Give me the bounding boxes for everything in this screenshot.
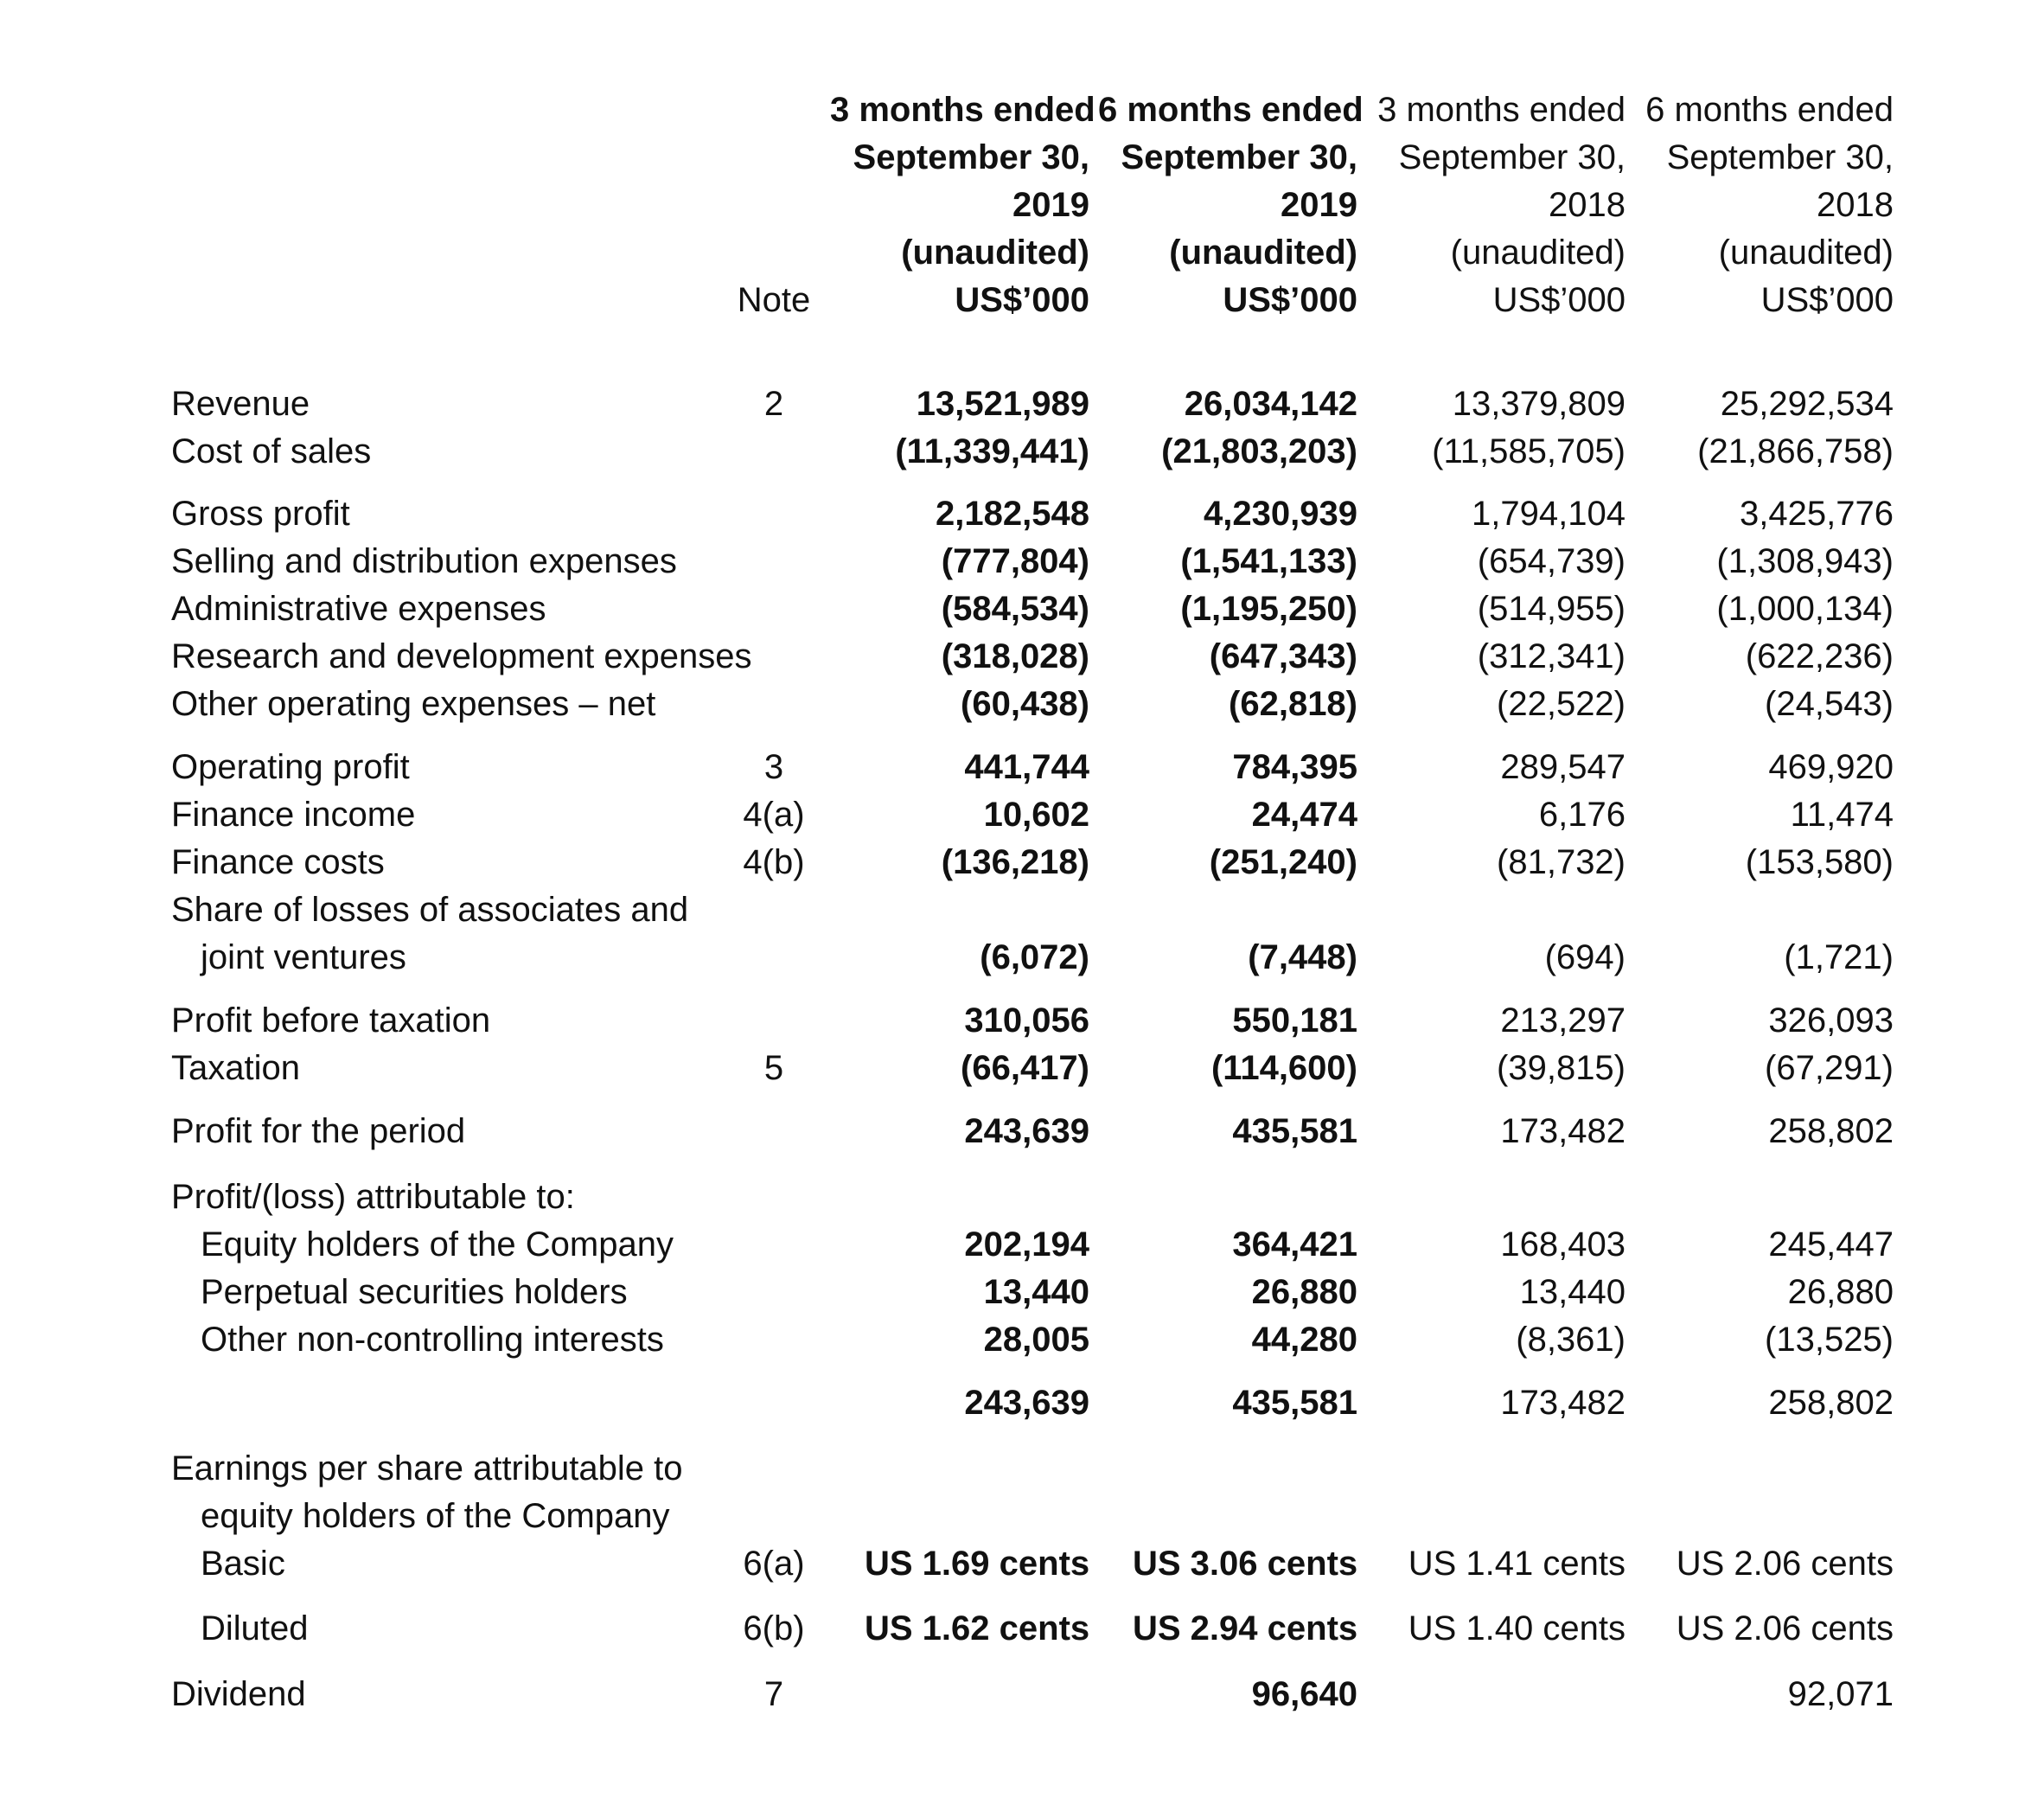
cell-3m-2019: US 1.62 cents bbox=[865, 1609, 1090, 1647]
cell-6m-2019: 96,640 bbox=[1251, 1675, 1357, 1713]
row-note: 4(a) bbox=[743, 796, 805, 834]
cell-6m-2019: (62,818) bbox=[1229, 685, 1357, 723]
row-joint-ventures bbox=[0, 934, 2044, 982]
header-line: US$’000 bbox=[1223, 281, 1357, 319]
cell-3m-2019: 441,744 bbox=[964, 748, 1089, 786]
cell-6m-2018: (622,236) bbox=[1745, 637, 1894, 675]
row-share-of-losses-line1 bbox=[0, 886, 2044, 934]
row-label: Operating profit bbox=[171, 748, 410, 786]
cell-3m-2019: (318,028) bbox=[941, 637, 1089, 675]
row-label: Finance costs bbox=[171, 843, 385, 881]
header-col-3m-2019 bbox=[830, 86, 1095, 324]
row-note: 4(b) bbox=[743, 843, 805, 881]
row-equity-holders bbox=[0, 1221, 2044, 1269]
cell-3m-2018: 13,440 bbox=[1519, 1273, 1626, 1311]
cell-6m-2019: 26,034,142 bbox=[1184, 385, 1357, 423]
cell-6m-2019: 784,395 bbox=[1232, 748, 1357, 786]
cell-3m-2019: 243,639 bbox=[964, 1384, 1089, 1422]
row-attributable-total bbox=[0, 1379, 2044, 1427]
row-label: Finance income bbox=[171, 796, 416, 834]
cell-6m-2019: (1,541,133) bbox=[1180, 542, 1357, 580]
row-label: Basic bbox=[201, 1545, 285, 1583]
row-label: Perpetual securities holders bbox=[201, 1273, 628, 1311]
cell-3m-2018: US 1.40 cents bbox=[1408, 1609, 1626, 1647]
row-label: Profit/(loss) attributable to: bbox=[171, 1178, 575, 1216]
cell-6m-2018: (67,291) bbox=[1765, 1049, 1894, 1087]
cell-6m-2018: (13,525) bbox=[1765, 1321, 1894, 1359]
cell-3m-2018: 168,403 bbox=[1500, 1225, 1626, 1264]
cell-3m-2018: 289,547 bbox=[1500, 748, 1626, 786]
cell-6m-2018: 258,802 bbox=[1768, 1384, 1894, 1422]
row-label: Cost of sales bbox=[171, 432, 372, 470]
cell-3m-2018: 213,297 bbox=[1500, 1001, 1626, 1040]
row-label: Earnings per share attributable to bbox=[171, 1449, 683, 1488]
cell-3m-2018: (81,732) bbox=[1497, 843, 1626, 881]
row-label: joint ventures bbox=[201, 938, 406, 976]
cell-3m-2018: (39,815) bbox=[1497, 1049, 1626, 1087]
row-eps-heading-line1 bbox=[0, 1445, 2044, 1493]
header-line: September 30, bbox=[1666, 138, 1894, 176]
cell-3m-2019: (60,438) bbox=[961, 685, 1089, 723]
cell-6m-2019: 4,230,939 bbox=[1204, 495, 1357, 533]
cell-3m-2018: 1,794,104 bbox=[1472, 495, 1626, 533]
cell-6m-2018: US 2.06 cents bbox=[1676, 1609, 1894, 1647]
cell-6m-2018: 3,425,776 bbox=[1740, 495, 1894, 533]
row-label: Taxation bbox=[171, 1049, 300, 1087]
row-other-nci bbox=[0, 1316, 2044, 1364]
row-label: Other operating expenses – net bbox=[171, 685, 656, 723]
note-column-header: Note bbox=[737, 281, 811, 319]
cell-3m-2019: 28,005 bbox=[983, 1321, 1089, 1359]
cell-3m-2019: 2,182,548 bbox=[936, 495, 1089, 533]
header-col-6m-2019 bbox=[1098, 86, 1364, 324]
header-line: 2019 bbox=[1281, 186, 1357, 224]
header-line: 3 months ended bbox=[830, 91, 1095, 129]
cell-3m-2018: 13,379,809 bbox=[1452, 385, 1626, 423]
cell-6m-2019: (251,240) bbox=[1209, 843, 1357, 881]
row-note: 7 bbox=[763, 1675, 784, 1713]
cell-3m-2018: (22,522) bbox=[1497, 685, 1626, 723]
cell-3m-2019: 13,440 bbox=[983, 1273, 1089, 1311]
cell-3m-2018: (654,739) bbox=[1477, 542, 1626, 580]
cell-6m-2018: (153,580) bbox=[1745, 843, 1894, 881]
row-label: Selling and distribution expenses bbox=[171, 542, 677, 580]
cell-3m-2018: 6,176 bbox=[1538, 796, 1626, 834]
header-line: (unaudited) bbox=[1169, 234, 1357, 272]
row-eps-basic bbox=[0, 1540, 2044, 1588]
header-line: US$’000 bbox=[955, 281, 1089, 319]
row-note: 5 bbox=[763, 1049, 784, 1087]
cell-6m-2019: US 3.06 cents bbox=[1133, 1545, 1358, 1583]
cell-6m-2019: (1,195,250) bbox=[1180, 590, 1357, 628]
row-label: Dividend bbox=[171, 1675, 306, 1713]
cell-3m-2018: (312,341) bbox=[1477, 637, 1626, 675]
row-other-operating bbox=[0, 681, 2044, 728]
row-profit-before-tax bbox=[0, 997, 2044, 1045]
cell-3m-2019: 13,521,989 bbox=[916, 385, 1089, 423]
cell-3m-2018: (514,955) bbox=[1477, 590, 1626, 628]
cell-6m-2019: 550,181 bbox=[1232, 1001, 1357, 1040]
cell-3m-2018: US 1.41 cents bbox=[1408, 1545, 1626, 1583]
row-administrative bbox=[0, 585, 2044, 633]
row-eps-heading-line2 bbox=[0, 1493, 2044, 1540]
row-gross-profit bbox=[0, 490, 2044, 538]
cell-3m-2018: 173,482 bbox=[1500, 1384, 1626, 1422]
cell-6m-2019: (21,803,203) bbox=[1161, 432, 1357, 470]
row-attributable-heading bbox=[0, 1174, 2044, 1221]
header-line: 3 months ended bbox=[1377, 91, 1626, 129]
cell-3m-2019: (136,218) bbox=[941, 843, 1089, 881]
header-line: September 30, bbox=[853, 138, 1089, 176]
cell-3m-2019: (584,534) bbox=[941, 590, 1089, 628]
cell-3m-2019: 202,194 bbox=[964, 1225, 1089, 1264]
row-label: Profit before taxation bbox=[171, 1001, 491, 1040]
header-line: 2019 bbox=[1012, 186, 1089, 224]
cell-6m-2018: US 2.06 cents bbox=[1676, 1545, 1894, 1583]
cell-6m-2018: 26,880 bbox=[1787, 1273, 1894, 1311]
cell-6m-2018: 245,447 bbox=[1768, 1225, 1894, 1264]
row-label: Research and development expenses bbox=[171, 637, 752, 675]
row-label: Administrative expenses bbox=[171, 590, 546, 628]
header-line: US$’000 bbox=[1760, 281, 1894, 319]
cell-6m-2019: 435,581 bbox=[1232, 1384, 1357, 1422]
row-finance-income bbox=[0, 791, 2044, 839]
cell-6m-2019: 24,474 bbox=[1251, 796, 1357, 834]
header-line: September 30, bbox=[1121, 138, 1357, 176]
row-label: Diluted bbox=[201, 1609, 309, 1647]
header-line: (unaudited) bbox=[1450, 234, 1626, 272]
cell-6m-2018: 258,802 bbox=[1768, 1112, 1894, 1150]
row-label: Other non-controlling interests bbox=[201, 1321, 664, 1359]
cell-6m-2019: 364,421 bbox=[1232, 1225, 1357, 1264]
row-selling-distribution bbox=[0, 538, 2044, 585]
cell-3m-2018: 173,482 bbox=[1500, 1112, 1626, 1150]
cell-6m-2019: (114,600) bbox=[1210, 1049, 1357, 1087]
row-perpetual-securities bbox=[0, 1269, 2044, 1316]
cell-3m-2019: US 1.69 cents bbox=[865, 1545, 1090, 1583]
cell-6m-2018: 11,474 bbox=[1790, 796, 1894, 834]
row-note: 6(b) bbox=[743, 1609, 805, 1647]
header-line: (unaudited) bbox=[901, 234, 1089, 272]
cell-3m-2018: (11,585,705) bbox=[1432, 432, 1626, 470]
cell-6m-2018: 25,292,534 bbox=[1720, 385, 1894, 423]
header-line: 2018 bbox=[1549, 186, 1626, 224]
row-label: Profit for the period bbox=[171, 1112, 466, 1150]
header-col-3m-2018 bbox=[1366, 86, 1626, 324]
cell-6m-2019: US 2.94 cents bbox=[1133, 1609, 1358, 1647]
cell-6m-2019: (647,343) bbox=[1209, 637, 1357, 675]
row-note: 2 bbox=[763, 385, 784, 423]
row-cost-of-sales bbox=[0, 428, 2044, 476]
row-note: 3 bbox=[763, 748, 784, 786]
cell-6m-2018: (24,543) bbox=[1765, 685, 1894, 723]
cell-3m-2018: (8,361) bbox=[1516, 1321, 1626, 1359]
cell-6m-2019: (7,448) bbox=[1248, 938, 1357, 976]
row-label: Revenue bbox=[171, 385, 310, 423]
cell-3m-2019: (777,804) bbox=[941, 542, 1089, 580]
cell-6m-2019: 26,880 bbox=[1251, 1273, 1357, 1311]
cell-6m-2018: (21,866,758) bbox=[1697, 432, 1894, 470]
cell-6m-2018: (1,000,134) bbox=[1716, 590, 1894, 628]
row-label: Gross profit bbox=[171, 495, 350, 533]
row-label: Share of losses of associates and bbox=[171, 891, 689, 929]
row-label: equity holders of the Company bbox=[201, 1497, 670, 1535]
cell-6m-2018: 469,920 bbox=[1768, 748, 1894, 786]
row-note: 6(a) bbox=[743, 1545, 805, 1583]
row-label: Equity holders of the Company bbox=[201, 1225, 674, 1264]
header-line: 2018 bbox=[1817, 186, 1894, 224]
header-line: 6 months ended bbox=[1645, 91, 1894, 129]
cell-3m-2018: (694) bbox=[1544, 938, 1626, 976]
row-research-development bbox=[0, 633, 2044, 681]
header-col-6m-2018 bbox=[1634, 86, 1894, 324]
row-finance-costs bbox=[0, 839, 2044, 886]
row-taxation bbox=[0, 1045, 2044, 1092]
cell-6m-2018: 92,071 bbox=[1787, 1675, 1894, 1713]
header-line: 6 months ended bbox=[1098, 91, 1364, 129]
header-line: September 30, bbox=[1398, 138, 1626, 176]
cell-3m-2019: 310,056 bbox=[964, 1001, 1089, 1040]
cell-3m-2019: 243,639 bbox=[964, 1112, 1089, 1150]
cell-6m-2019: 44,280 bbox=[1251, 1321, 1357, 1359]
cell-6m-2018: (1,721) bbox=[1784, 938, 1894, 976]
row-operating-profit bbox=[0, 744, 2044, 791]
header-line: (unaudited) bbox=[1718, 234, 1894, 272]
row-dividend bbox=[0, 1671, 2044, 1718]
row-revenue bbox=[0, 381, 2044, 428]
cell-3m-2019: 10,602 bbox=[983, 796, 1089, 834]
cell-3m-2019: (11,339,441) bbox=[895, 432, 1089, 470]
cell-3m-2019: (66,417) bbox=[961, 1049, 1089, 1087]
cell-6m-2018: (1,308,943) bbox=[1716, 542, 1894, 580]
cell-6m-2018: 326,093 bbox=[1768, 1001, 1894, 1040]
row-profit-for-period bbox=[0, 1108, 2044, 1155]
cell-3m-2019: (6,072) bbox=[980, 938, 1089, 976]
cell-6m-2019: 435,581 bbox=[1232, 1112, 1357, 1150]
row-eps-diluted bbox=[0, 1605, 2044, 1653]
header-line: US$’000 bbox=[1492, 281, 1626, 319]
